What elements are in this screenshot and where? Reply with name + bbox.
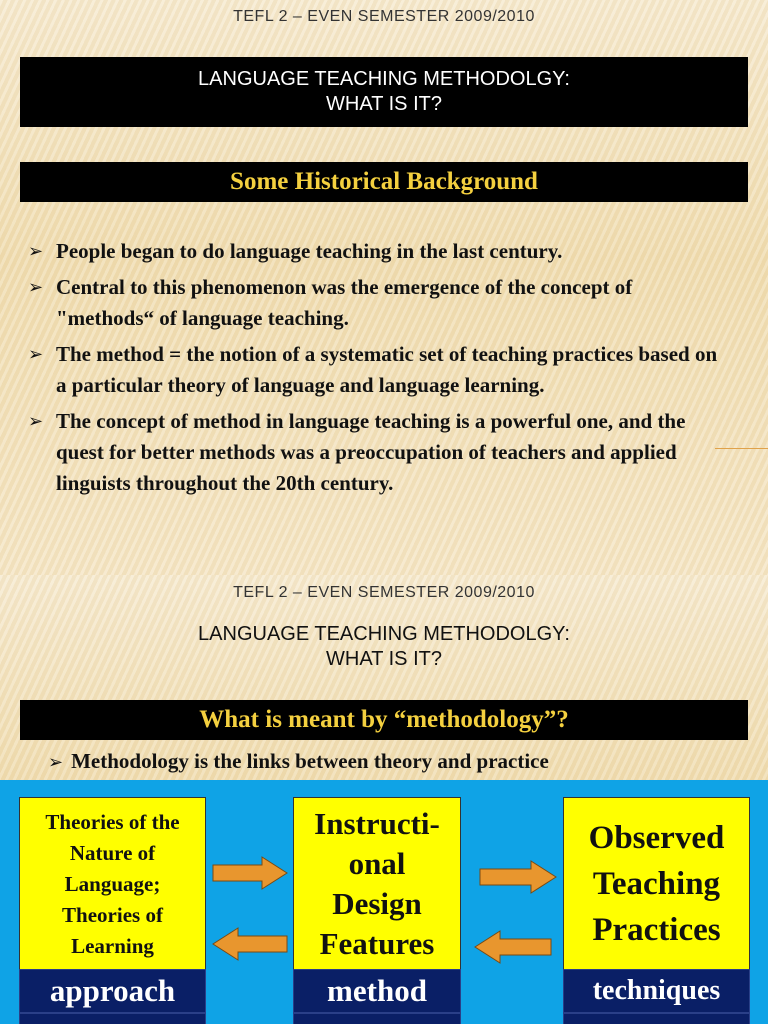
list-item [48,747,549,777]
arrow-bullet-icon: ➢ [28,411,44,432]
box-line: Theories of the [45,809,180,834]
methodology-diagram [0,780,768,1024]
list-item [28,339,728,401]
slide-title-line: WHAT IS IT? [326,648,442,670]
arrow-bullet-icon: ➢ [48,752,64,773]
bullet-text: The method = the notion of a systematic set of teaching practices based on a particular theory of language and language learning. [56,342,718,397]
arrow-right-icon [479,860,557,894]
slide-title [20,622,748,672]
box-line: Observed [588,820,725,856]
slide-title [20,57,748,127]
list-item [28,272,728,334]
box-line: Language; [64,871,161,896]
list-item [28,236,728,267]
box-line: Features [319,926,435,961]
teaching-practices-box [563,797,750,971]
bullet-text: People began to do language teaching in the last century. [56,239,563,263]
arrow-bullet-icon: ➢ [28,277,44,298]
slide-title-line: LANGUAGE TEACHING METHODOLGY: [198,623,570,645]
bullet-text: Methodology is the links between theory and practice [71,749,549,773]
design-features-box [293,797,461,971]
box-line: Teaching [592,866,721,902]
theories-box [19,797,206,971]
box-line: Instructi- [314,806,440,841]
arrow-left-icon [474,930,552,964]
section-subtitle: What is meant by “methodology”? [20,700,748,740]
box-line: onal [348,846,406,881]
slide-title-line: WHAT IS IT? [326,93,442,115]
list-item [28,406,728,499]
bullet-list [28,236,728,504]
semester-header: TEFL 2 – EVEN SEMESTER 2009/2010 [233,8,535,25]
box-line: Practices [592,912,721,948]
arrow-bullet-icon: ➢ [28,241,44,262]
approach-label: approach [19,969,206,1013]
label-box-partial [19,1013,206,1024]
box-line: Theories of [62,902,163,927]
arrow-left-icon [212,927,288,961]
techniques-label: techniques [563,969,750,1013]
slide-2 [0,575,768,1024]
box-line: Design [332,886,422,921]
label-box-partial [293,1013,461,1024]
box-line: Learning [71,933,154,958]
arrow-right-icon [212,856,288,890]
decorative-line [715,448,768,449]
label-box-partial [563,1013,750,1024]
slide-title-line: LANGUAGE TEACHING METHODOLGY: [198,68,570,90]
bullet-text: Central to this phenomenon was the emergence of the concept of "methods“ of language teaching. [56,275,633,330]
box-line: Nature of [69,840,156,865]
method-label: method [293,969,461,1013]
semester-header: TEFL 2 – EVEN SEMESTER 2009/2010 [233,584,535,601]
section-subtitle: Some Historical Background [20,162,748,202]
arrow-bullet-icon: ➢ [28,344,44,365]
bullet-text: The concept of method in language teaching is a powerful one, and the quest for better methods was a preoccupation of teachers and applied linguists throughout the 20th century. [56,409,686,495]
